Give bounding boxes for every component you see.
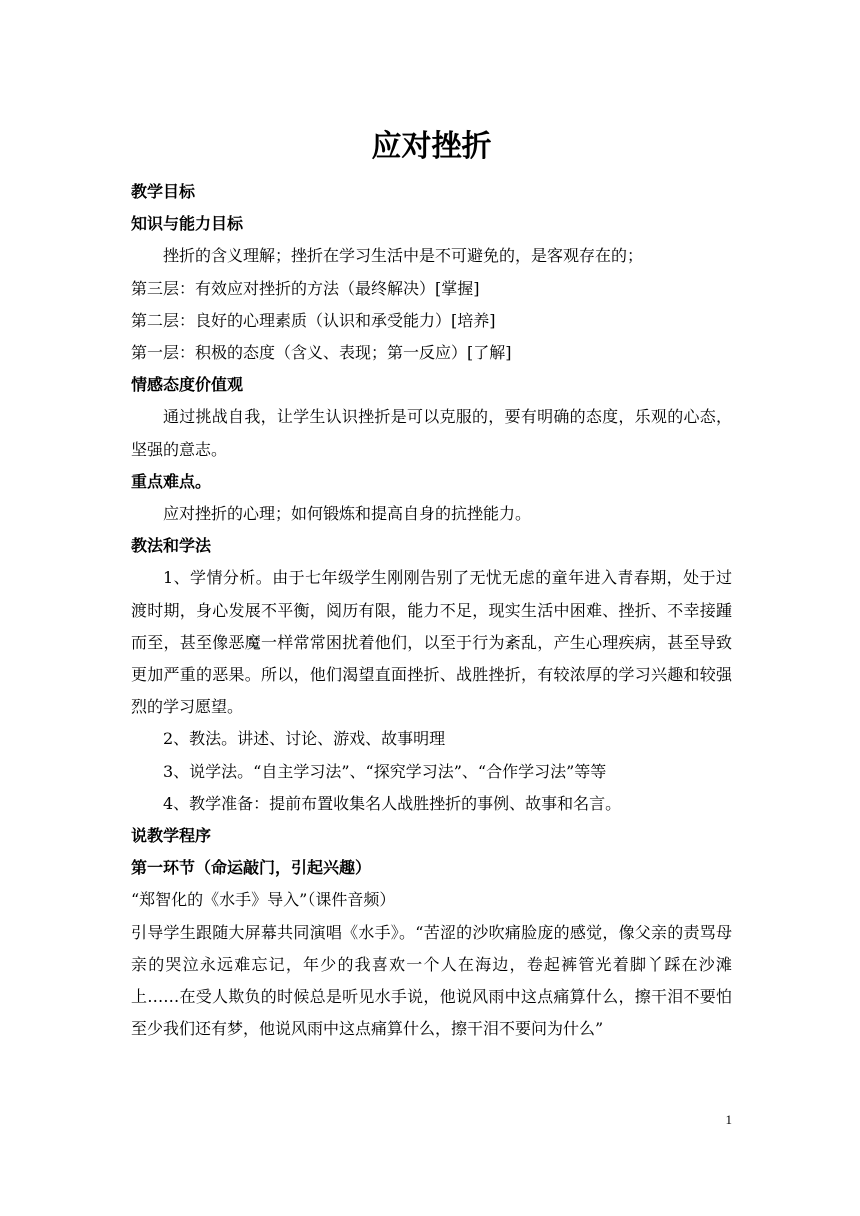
document-title: 应对挫折 xyxy=(371,129,492,164)
paragraph-method-2: 2、教法。讲述、讨论、游戏、故事明理 xyxy=(163,729,446,749)
level-three: 第三层：有效应对挫折的方法（最终解决）[掌握] xyxy=(131,278,480,298)
heading-procedure: 说教学程序 xyxy=(131,826,212,846)
page-number: 1 xyxy=(725,1112,732,1127)
document-body xyxy=(131,118,732,1045)
heading-emotion-values: 情感态度价值观 xyxy=(131,375,244,395)
paragraph-method-4: 4、教学准备：提前布置收集名人战胜挫折的事例、故事和名言。 xyxy=(163,793,622,813)
paragraph-step-1-body: 引导学生跟随大屏幕共同演唱《水手》。“苦涩的沙吹痛脸庞的感觉，像父亲的责骂母亲的哭泣永远难忘记，年少的我喜欢一个人在海边，卷起裤管光着脚丫踩在沙滩上……在受人欺负的时候总是听见水手说，他说风雨中这点痛算什么，擦干泪不要怕至少我们还有梦，他说风雨中这点痛算什么，擦干泪不要问为什么” xyxy=(131,922,732,1039)
paragraph-key-points: 应对挫折的心理；如何锻炼和提高自身的抗挫能力。 xyxy=(163,504,532,524)
paragraph-method-1: 1、学情分析。由于七年级学生刚刚告别了无忧无虑的童年进入青春期，处于过渡时期，身心发展不平衡，阅历有限，能力不足，现实生活中困难、挫折、不幸接踵而至，甚至像恶魔一样常常困扰着他们，以至于行为紊乱，产生心理疾病，甚至导致更加严重的恶果。所以，他们渴望直面挫折、战胜挫折，有较浓厚的学习兴趣和较强烈的学习愿望。 xyxy=(131,568,732,717)
heading-teaching-goals: 教学目标 xyxy=(131,182,196,201)
level-one: 第一层：积极的态度（含义、表现；第一反应）[了解] xyxy=(131,343,512,363)
level-two: 第二层：良好的心理素质（认识和承受能力）[培养] xyxy=(131,310,496,330)
heading-key-points: 重点难点。 xyxy=(131,471,212,491)
heading-methods: 教法和学法 xyxy=(131,536,212,556)
paragraph-knowledge: 挫折的含义理解；挫折在学习生活中是不可避免的，是客观存在的； xyxy=(163,246,644,266)
paragraph-emotion: 通过挑战自我，让学生认识挫折是可以克服的，要有明确的态度，乐观的心态，坚强的意志。 xyxy=(131,407,732,459)
heading-knowledge-goals: 知识与能力目标 xyxy=(131,214,244,234)
heading-step-1: 第一环节（命运敲门，引起兴趣） xyxy=(131,858,372,878)
paragraph-step-1-intro: “郑智化的《水手》导入”（课件音频） xyxy=(131,890,396,910)
paragraph-method-3: 3、说学法。“自主学习法”、“探究学习法”、“合作学习法”等等 xyxy=(163,761,607,781)
